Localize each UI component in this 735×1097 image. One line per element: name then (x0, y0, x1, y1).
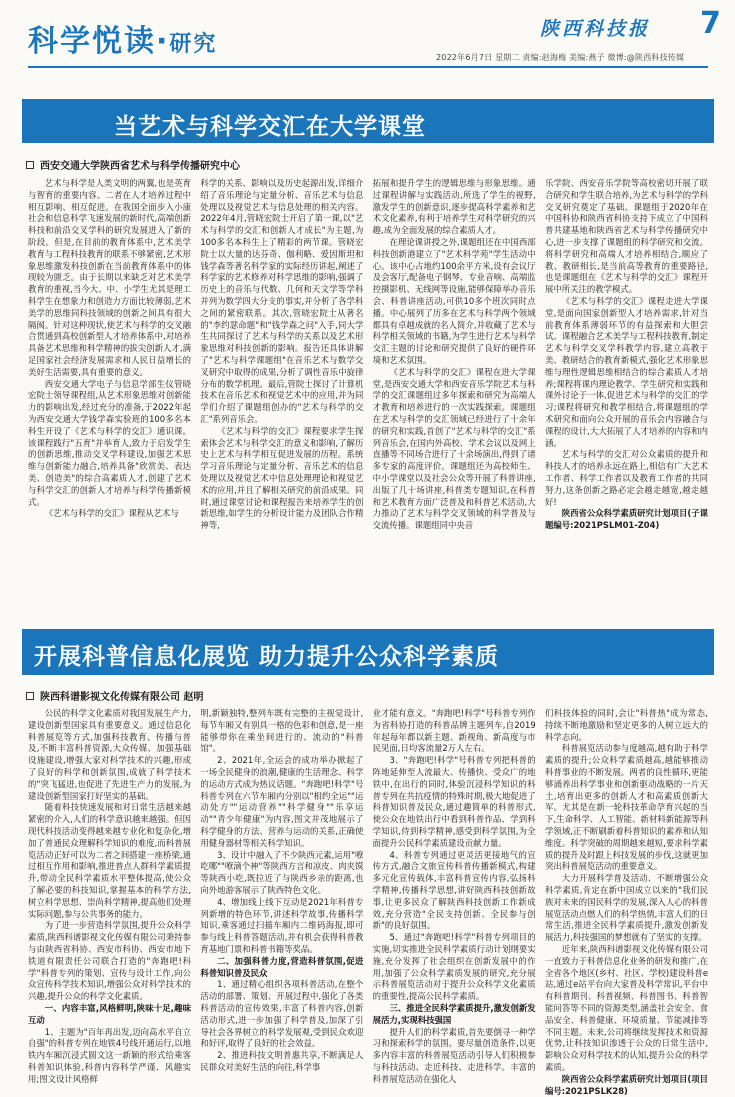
paragraph: 乐学院、西安音乐学院等高校密切开展了联合研究和学生联合培养,为艺术与科学的学科交叉研究奠定了基础。课题组于2020年在中国科协和陕西省科协支持下成立了中国科普共建基地和陕西省艺术与科学传播研究中心,进一步支撑了课题组的科学研究和交流。将科学研究和高端人才培养相结合,顺应了教、教研相长,是当前高等教育的重要路径,也是课题组在《艺术与科学的交汇》课程开展中所关注的教学模式。 (544, 178, 708, 295)
paragraph: 公民的科学文化素质对我国发展生产力,建设创新型国家具有重要意义。通过信息化科普展览等方式,加强科技教育、传播与普及,不断丰富科普资源,大众传媒、加强基础设施建设,增强大家对科学技术的兴趣,形成了良好的科学和创新氛围,成就了科学技术的"突飞猛进,也促进了先进生产力的发展,为建设创新型国家打好坚实的基础。 (28, 708, 191, 801)
paragraph: 明,新颖独特,整列车既有完整的主视觉设计,每节车厢又有别具一格的色彩和创意,是一座能够带你在乘坐间进行的、流动的"科普馆"。 (200, 708, 364, 754)
section-title (28, 16, 217, 60)
article2-col2 (200, 708, 363, 1070)
paragraph: 西安交通大学电子与信息学部生仪管晓宏院士领导课程组,从艺术形象思维对创新能力的影响出发,经过充分的准备,于2022年起为西安交通大学钱学森实验班的100多名本科生开设了《艺术与科学的交汇》通识课。该课程践行"五育"并举育人,致力于启发学生的创新思维,推动交叉学科建设,加强艺术思维与创新能力融合,培养具备"欣赏美、表达美、创造美"的综合高素质人才,创建了艺术与科学交汇的创新人才培养与科学传播新模式。 (28, 378, 191, 507)
paragraph: 科学的关系、影响以及历史起源出发,详细介绍了音乐理论与定量分析、音乐艺术与信息处理以及视觉艺术与信息处理的相关内容。2022年4月,管晓宏院士开启了第一课,以"艺术与科学的交汇和创新人才成长"为主题,为100多名本科生上了精彩的两节课。管晓宏院士以大量的达芬奇、伽利略、爱因斯坦和钱学森等著名科学家的实际经历讲起,阐述了科学家的艺术修养对科学思维的影响,强调了历史上的音乐与代数、几何和天文学等学科并列为数学四大分支的事实,并分析了各学科之间的紧密联系。其次,管晓宏院士从著名的"李约瑟命题"和"钱学森之问"入手,同大学生共同探讨了艺术与科学的关系以及艺术形象思维对科技创新的影响。报告还具体讲解了"艺术与科学课题组"在音乐艺术与数学交叉研究中取得的成果,分析了调性音乐中旋律分布的数学机理。最后,管院士探讨了计算机技术在音乐艺术和视觉艺术中的应用,并为同学们介绍了课题组创办的"艺术与科学的交汇"系列音乐会。 (200, 178, 364, 424)
article1-body (28, 178, 708, 616)
paragraph: 《艺术与科学的交汇》课程从艺术与 (44, 508, 179, 519)
article1-headline: 当艺术与科学交汇在大学课堂 (22, 99, 714, 143)
article1-col2 (200, 178, 363, 616)
paragraph: 们科技体验的同时,会让"科普热"成为常态,持续不断地激励和坚定更多的人树立远大的科学志向。 (544, 708, 708, 742)
subheading: 一、内容丰富,风格鲜明,陕味十足,趣味互动 (28, 1002, 191, 1025)
section-dot: · (156, 24, 170, 59)
paragraph: 3、"奔跑吧!科学"号科普专列把科普的阵地延伸至人流最大、传播快、受众广的地铁中,在出行的同时,体验沉浸科学知识的科普专列在共抗疫情的特殊时期,极大地促进了科普知识普及民众,通过趣简单的科普形式,使公众在地铁出行中看到科普作品、学到科学知识,侍到科学精神,感受到科学氛围,为全面提升公民科学素质建设贡献力量。 (372, 755, 536, 848)
paragraph: 《艺术与科学的交汇》课程在进大学课堂,是西安交通大学和西安音乐学院艺术与科学的交汇课题组过多年探索和研究为高端人才教育和培养进行的一次实践探索。课题组在艺术与科学的交汇领域已经进行了十余年的研究和实践,首创了"艺术与科学的交汇"系列音乐会,在国内外高校、学术会议以及网上直播等不同场合进行了十余场演出,得到了诸多专家的高度评价。课题组还为高校师生、中小学课堂以及社会公众等开展了科普讲座,出版了几十场讲座,科普类专题知识,在科普和艺术教育方面广泛普及和科普艺术活动,大力推动了艺术与科学交叉领域的科学普及与交流传播。课题组同中央音 (372, 366, 536, 531)
article2-byline (26, 688, 203, 703)
article1-col4 (545, 178, 708, 616)
subheading: 三、推进全民科学素质提升,激发创新发展活力,实现科技强国 (372, 1002, 536, 1025)
section-sub: 研究 (169, 32, 218, 57)
article1-footnote: 陕西省公众科学素质研究计划项目(子课题编号:2021PSLM01-Z04) (544, 508, 708, 531)
paragraph: 近年来,陕西科谱影视文化传媒有限公司一直致力于科普信息化业务的研发和推广,在全省各个地区(乡村、社区、学校)建设科普e站,通过e站平台向大家普及科学常识,平台中有科普期刊、科普视频、科普图书、科普智能问答等不同的资源类型,涵盖社会安全、食品安全、科普健康、环境质量、节能减排等不同主题。未来,公司将继续发挥技术和资源优势,让科技知识渗透于公众的日常生活中,影响公众对科学技术的认知,提升公众的科学素质。 (544, 943, 708, 1072)
article2-col3 (372, 708, 536, 1084)
byline-box-icon (26, 161, 34, 169)
issue-meta: 2022年6月7日 星期二 责编:赵海梅 美编:燕子 微博:@陕西科技传媒 (436, 53, 685, 62)
masthead (0, 0, 735, 78)
paragraph: 艺术与科学是人类文明的两翼,也是英育与智育的重要内容。二者在人才培养过程中相互影响、相互促进。在我国全面步入小康社会和信息科学飞速发展的新时代,高端创新科技和前沿交叉学科的研究发展进入了新的阶段。但是,在目前的教育体系中,艺术美学教育与工程科技教育的联系不够紧密,艺术形象思维激发科技创新在当前教育体系中的体现较为匮乏。由于长期以来缺乏对艺术美学教育的重视,当今大、中、小学生尤其是理工科学生在想象力和创造力方面比较薄弱,艺术美学的思维同科技领域的创新之间具有很大隔阂。针对这种现状,使艺术与科学的交叉融合贯通到高校创新型人才培养体系中,对培养具备艺术思维和科学精神的拔尖创新人才,满足国家社会经济发展需求和人民日益增长的美好生活需要,具有重要的意义。 (28, 178, 191, 377)
article1-col3 (373, 178, 536, 616)
paragraph: 3、设计中融入了不少陕西元素,运用"嘹吃哪""嘹滴个神"等陕西方言和凉皮、肉夹馍等陕西小吃,既拉近了与陕西乡亲的距离,也向外地游客展示了陕西特色文化。 (200, 849, 364, 895)
paragraph: 大力开展科学普及活动、不断增强公众科学素质,肯定在新中国成立以来的"我们民族对未来的国民科学的发展,深入人心的科普展览活动点燃人们的科学热情,丰富人们的日常生活,推进全民科学素质提升,激发创新发展活力,科技强国的梦想就有了坚实的支撑。 (544, 873, 708, 943)
paragraph: 《艺术与科学的交汇》课程要求学生探索体会艺术与科学交汇的意义和影响,了解历史上艺术与科学相互促进发展的历程。系统学习音乐理论与定量分析、音乐艺术的信息处理以及视觉艺术中信息处理理论和视觉艺术的应用,并且了解相关研究的前沿成果。同时,通过课堂讨论和课程报告来培养学生的创新思维,如学生的分析设计能力及团队合作精神等, (200, 425, 364, 531)
newspaper-logo: 陕西科技报 (540, 18, 651, 40)
article2-byline-text: 陕西科谱影视文化传媒有限公司 赵明 (40, 692, 204, 703)
article1-byline-text: 西安交通大学陕西省艺术与科学传播研究中心 (40, 161, 240, 172)
paragraph: 艺术与科学的交汇对公众素质的提升和科技人才的培养永远在路上,相信有广大艺术工作者、科学工作者以及教育工作者的共同努力,这条创新之路必定会越走越宽,越走越好! (544, 449, 708, 507)
paragraph: 科普展览活动参与度越高,越有助于科学素质的提升;公众科学素质越高,越能够推动科普事业的不断发展。两者的良性循环,更能够涌养出科学事业和创新驱动战略的一片天土,培育出更多的创新人才和高素质创新大军。尤其是在新一轮科技革命孕育兴起的当下,生命科学、人工智能、新材料新能源等科学领域,正不断刷新着科普知识的素养和认知维度。科学突破的周期越来越短,要求科学素质的提升及时跟上科技发展的步伐,这就更加突出科普展览活动的重要意义。 (544, 743, 708, 872)
paragraph: 为了进一步营造科学氛围,提升公众科学素质,陕西科谱影视文化传媒有限公司秉持参与由陕西省科协、西安市科协、西安市地下铁道有限责任公司联合打造的"奔跑吧!科学"科普专列的策划、宣传与设计工作,向公众宣传科学技术知识,增强公众对科学技术的兴趣,提升公众的科学文化素质。 (28, 920, 191, 1002)
paragraph: 拓展和提升学生的逻辑思维与形象思维。通过课程讲解与实践活动,所选了学生的视野,激发学生的创新意识,逐步提高科学素养和艺术文化素养,有利于培养学生对科学研究的兴趣,成为全面发展的综合素质人才。 (372, 178, 536, 236)
article2-col4 (544, 708, 708, 1096)
article2-col1 (28, 708, 191, 1084)
paragraph: 提升人们的科学素质,首先要倒寻一种学习和探索科学的氛围。要尽量创造条件,以更多内容丰富的科普展览活动引导人们积极参与科技活动、走近科技、走进科学。丰富的科普展览活动在强化人 (372, 1026, 536, 1084)
article1-col1 (28, 178, 191, 616)
article2-body (28, 708, 708, 1096)
paragraph: 4、增加线上线下互动是2021年科普专列新增的特色环节,讲述科学故事,传播科学知识,乘客通过扫描车厢内二维码海报,即可参与线上科普答题活动,并有机会获得科普教育基地门票和科普书籍等奖品。 (200, 896, 364, 954)
paragraph: 5、通过"奔跑吧!科学"科普专列项目的实施,切实推进全民科学素质行动计划纲要实施,充分发挥了社会组织在创新发展中的作用,加强了公众科学素质发展的研究,充分展示科普展览活动对于提升公众科学文化素质的重要性,提高公民科学素质。 (372, 932, 536, 1002)
masthead-rule (28, 66, 708, 68)
paragraph: 在理论课讲授之外,课题组还在中国西部科技创新港建立了"艺术科学苑"学生活动中心。该中心占地约100余平方米,设有会议厅及会客厅,配备电子钢琴、专业音响、高端监控摄影机、无线网等设施,能够保障举办音乐会、科普讲座活动,可供10多个班次同时点播。中心展列了历多在艺术与科学两个领域都具有卓越成就的名人简介,并收藏了艺术与科学相关领域的书籍,为学生进行艺术与科学交汇主题的讨论和研究提供了良好的硬件环境和艺术氛围。 (372, 236, 536, 365)
paragraph: 1、主题为"百年再出发,迈向高水平自立自强"的科普专列在地铁4号线开通运行,以地铁内车厢沉浸式圆文这一新颖的形式给乘客科普知识体验,科普内容科学严谨、风趣实用;图文设计风格鲜 (28, 1026, 191, 1084)
page-number: 7 (700, 6, 721, 41)
paragraph: 2、2021年,全运会的成功举办掀起了一场全民健身的浪潮,健康的生活理念、科学的运动方式成为热议话题。"奔跑吧!科学"号科普专列在六节车厢内分别以"相约全运""运动处方""运动营养""科学健身""乐享运动""青少年健康"为内容,图文并茂地展示了科学健身的方法、营养与运动的关系,正确使用健身器材等相关科学知识。 (200, 755, 364, 848)
paragraph: 4、科普专列通过更灵活更接地气的宣传方式,融合文旅宣传科普传播新模式,构建多元化宣传载体,丰富科普宣传内容,弘扬科学精神,传播科学思想,讲好陕西科技创新故事,让更多民众了解陕西科技创新工作新成效,充分营造"全民支持创新、全民参与创新"的良好氛围。 (372, 849, 536, 931)
article2-footnote: 陕西省公众科学素质研究计划项目(项目编号:2021PSLK28) (544, 1073, 708, 1096)
paragraph: 业才能有意义。"奔跑吧!科学"号科普专列作为省科协打造的科普品牌主题列车,自2019年起每年都以新主题、新视角、新高度与市民见面,日均客流量2万人左右。 (372, 708, 536, 754)
subheading: 二、加强科普力度,营造科普氛围,促进科普知识普及民众 (200, 955, 364, 978)
paragraph: 《艺术与科学的交汇》课程走进大学课堂,是面向国家创新型人才培养需求,针对当前教育体系薄弱环节的有益探索和大胆尝试。课程融合艺术美学与工程科技教育,制定艺术与科学交叉学科教学内容,建立高教于美、教研结合的教育新模式,强化艺术形象思维与理性逻辑思维相结合的综合素质人才培养;课程将课内理论教学、学生研究和实践和课外讨论于一体,促进艺术与科学的交汇的学习;课程将研究和教学相结合,将课题组的学术研究和面向公众开展的音乐会内容融合与课程的设计,大大拓展了人才培养的内容和内涵。 (544, 295, 708, 448)
byline-box-icon (26, 692, 34, 700)
paragraph: 随着科技快速发展和对日常生活越来越紧密的介入,人们的科学意识越来越强。但因现代科技活动变得越来越专业化和复杂化,增加了普通民众理解科学知识的难度,而科普展览活动正好可以为二者之间搭建一座桥梁,通过相互作用和影响,推进普点人群科学素质提升,带动全民科学素质水平整体提高,使公众了解必要的科技知识,掌握基本的科学方法,树立科学思想、崇尚科学精神,提高他们处理实际问题,参与公共事务的能力。 (28, 802, 191, 919)
paragraph: 2、推进科技文明普惠共享,不断满足人民群众对美好生活的向往,科学事 (200, 1050, 364, 1072)
article2-headline: 开展科普信息化展览 助力提升公众科学素质 (22, 629, 714, 675)
article1-byline (26, 157, 240, 172)
section-name: 科学悦读 (28, 24, 156, 59)
paragraph: 1、通过精心组织各项科普活动,在整个活动的部署、策划、开展过程中,强化了各类科普活动的宣传效果,丰富了科普内容,创新活动形式,进一步加强了科学普及,加深了引导社会各界树立的科学发展观,受到民众欢迎和好评,取得了良好的社会效益。 (200, 979, 364, 1049)
